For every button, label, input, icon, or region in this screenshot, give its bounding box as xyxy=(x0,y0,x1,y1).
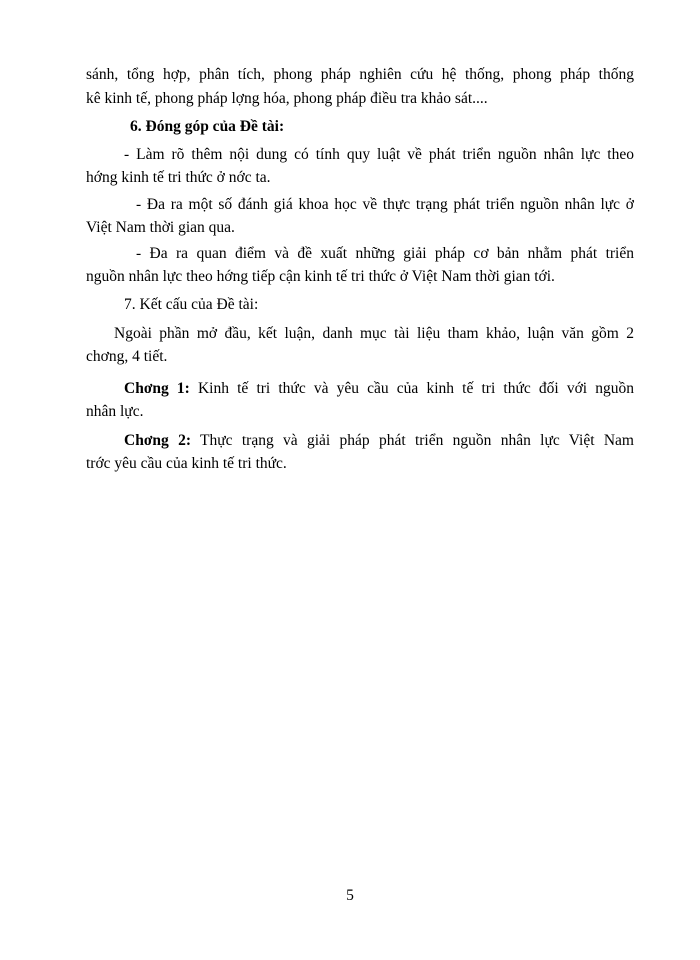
chapter-1-line-2: nhân lực. xyxy=(86,403,144,420)
section-6-item-3-line-1: - Đa ra quan điểm và đề xuất những giải pháp cơ bản nhằm phát triển xyxy=(136,245,634,262)
section-6-item-3-line-2: nguồn nhân lực theo hớng tiếp cận kinh tế tri thức ở Việt Nam thời gian tới. xyxy=(86,268,555,285)
chapter-2-label: Chơng 2: xyxy=(124,432,191,449)
section-6-item-2-line-1: - Đa ra một số đánh giá khoa học về thực trạng phát triển nguồn nhân lực ở xyxy=(136,196,634,213)
section-6-item-2-line-2: Việt Nam thời gian qua. xyxy=(86,219,235,236)
section-6-item-1-line-2: hớng kinh tế tri thức ở nớc ta. xyxy=(86,169,271,186)
section-7-line-2: chơng, 4 tiết. xyxy=(86,348,168,365)
chapter-2-line-2: trớc yêu cầu của kinh tế tri thức. xyxy=(86,455,287,472)
chapter-1-title: Kinh tế tri thức và yêu cầu của kinh tế tri thức đối với nguồn xyxy=(189,380,634,397)
section-6-item-1-line-1: - Làm rõ thêm nội dung có tính quy luật về phát triển nguồn nhân lực theo xyxy=(124,146,634,163)
section-7-line-1: Ngoài phần mở đầu, kết luận, danh mục tài liệu tham khảo, luận văn gồm 2 xyxy=(114,325,634,342)
chapter-2-line-1 xyxy=(124,432,634,450)
chapter-1-label: Chơng 1: xyxy=(124,380,190,397)
page-number: 5 xyxy=(346,887,354,904)
intro-line-2: kê kinh tế, phong pháp lợng hóa, phong pháp điều tra khảo sát.... xyxy=(86,90,488,107)
intro-line-1: sánh, tổng hợp, phân tích, phong pháp nghiên cứu hệ thống, phong pháp thống xyxy=(86,66,634,83)
section-6-heading: 6. Đóng góp của Đề tài: xyxy=(130,118,285,135)
chapter-1-line-1 xyxy=(124,380,634,398)
section-7-heading: 7. Kết cấu của Đề tài: xyxy=(124,296,259,313)
chapter-2-title: Thực trạng và giải pháp phát triển nguồn nhân lực Việt Nam xyxy=(191,432,634,449)
